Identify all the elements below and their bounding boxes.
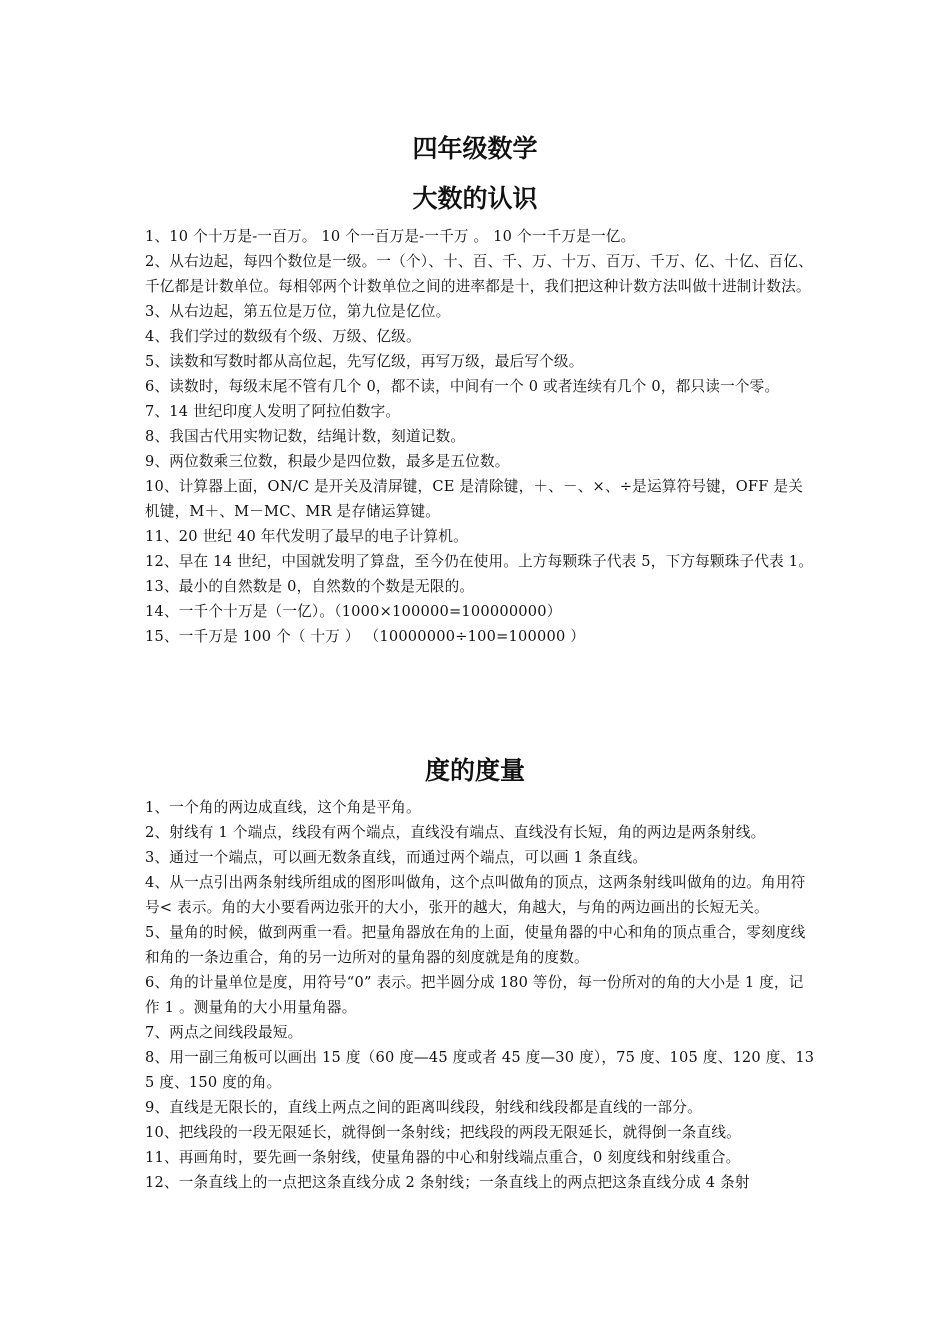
list-item: 14、一千个十万是（一亿）。（1000×100000=100000000）: [145, 603, 562, 620]
list-item: 7、两点之间线段最短。: [145, 1024, 303, 1041]
list-item: 12、一条直线上的一点把这条直线分成 2 条射线；一条直线上的两点把这条直线分成 4 条射: [145, 1174, 750, 1191]
list-item: 4、从一点引出两条射线所组成的图形叫做角，这个点叫做角的顶点，这两条射线叫做角的边。角用符号< 表示。角的大小要看两边张开的大小，张开的越大，角越大，与角的两边画出的长短无关。: [145, 874, 806, 916]
list-item: 7、14 世纪印度人发明了阿拉伯数字。: [145, 403, 401, 420]
list-item: 2、从右边起，每四个数位是一级。一（个）、十、百、千、万、十万、百万、千万、亿、十亿、百亿、千亿都是计数单位。每相邻两个计数单位之间的进率都是十，我们把这种计数方法叫做十进制计数法。: [145, 253, 813, 295]
section-title-large-numbers: 大数的认识: [412, 184, 538, 213]
section-list-angle-measure: [145, 795, 815, 1195]
list-item: 11、再画角时，要先画一条射线，使量角器的中心和射线端点重合，0 刻度线和射线重合。: [145, 1149, 741, 1166]
list-item: 4、我们学过的数级有个级、万级、亿级。: [145, 328, 421, 345]
list-item: 2、射线有 1 个端点，线段有两个端点，直线没有端点、直线没有长短，角的两边是两条射线。: [145, 824, 766, 841]
section-title-angle-measure: 度的度量: [424, 756, 525, 785]
list-item: 5、量角的时候，做到两重一看。把量角器放在角的上面，使量角器的中心和角的顶点重合，零刻度线和角的一条边重合，角的另一边所对的量角器的刻度就是角的度数。: [145, 924, 806, 966]
list-item: 13、最小的自然数是 0，自然数的个数是无限的。: [145, 578, 475, 595]
list-item: 10、计算器上面，ON/C 是开关及清屏键，CE 是清除键，＋、－、×、÷是运算符号键，OFF 是关机键，M＋、M－MC、MR 是存储运算键。: [145, 478, 803, 520]
list-item: 9、两位数乘三位数，积最少是四位数，最多是五位数。: [145, 453, 510, 470]
list-item: 1、一个角的两边成直线，这个角是平角。: [145, 799, 421, 816]
list-item: 15、一千万是 100 个（ 十万 ） （10000000÷100=100000 ）: [145, 628, 586, 645]
section-list-large-numbers: [145, 224, 815, 649]
list-item: 8、我国古代用实物记数，结绳计数，刻道记数。: [145, 428, 466, 445]
page-title: 四年级数学: [412, 134, 538, 163]
list-item: 6、角的计量单位是度，用符号“0” 表示。把半圆分成 180 等份，每一份所对的角的大小是 1 度，记作 1 。测量角的大小用量角器。: [145, 974, 804, 1016]
list-item: 6、读数时，每级末尾不管有几个 0，都不读，中间有一个 0 或者连续有几个 0，都只读一个零。: [145, 378, 780, 395]
list-item: 9、直线是无限长的，直线上两点之间的距离叫线段，射线和线段都是直线的一部分。: [145, 1099, 702, 1116]
list-item: 11、20 世纪 40 年代发明了最早的电子计算机。: [145, 528, 468, 545]
list-item: 8、用一副三角板可以画出 15 度（60 度—45 度或者 45 度—30 度），75 度、105 度、120 度、135 度、150 度的角。: [145, 1049, 815, 1091]
list-item: 3、通过一个端点，可以画无数条直线，而通过两个端点，可以画 1 条直线。: [145, 849, 648, 866]
list-item: 12、早在 14 世纪，中国就发明了算盘，至今仍在使用。上方每颗珠子代表 5，下方每颗珠子代表 1。: [145, 553, 814, 570]
list-item: 1、10 个十万是-一百万。 10 个一百万是-一千万 。 10 个一千万是一亿。: [145, 228, 636, 245]
list-item: 5、读数和写数时都从高位起，先写亿级，再写万级，最后写个级。: [145, 353, 584, 370]
list-item: 10、把线段的一段无限延长，就得倒一条射线；把线段的两段无限延长，就得倒一条直线。: [145, 1124, 741, 1141]
list-item: 3、从右边起，第五位是万位，第九位是亿位。: [145, 303, 451, 320]
